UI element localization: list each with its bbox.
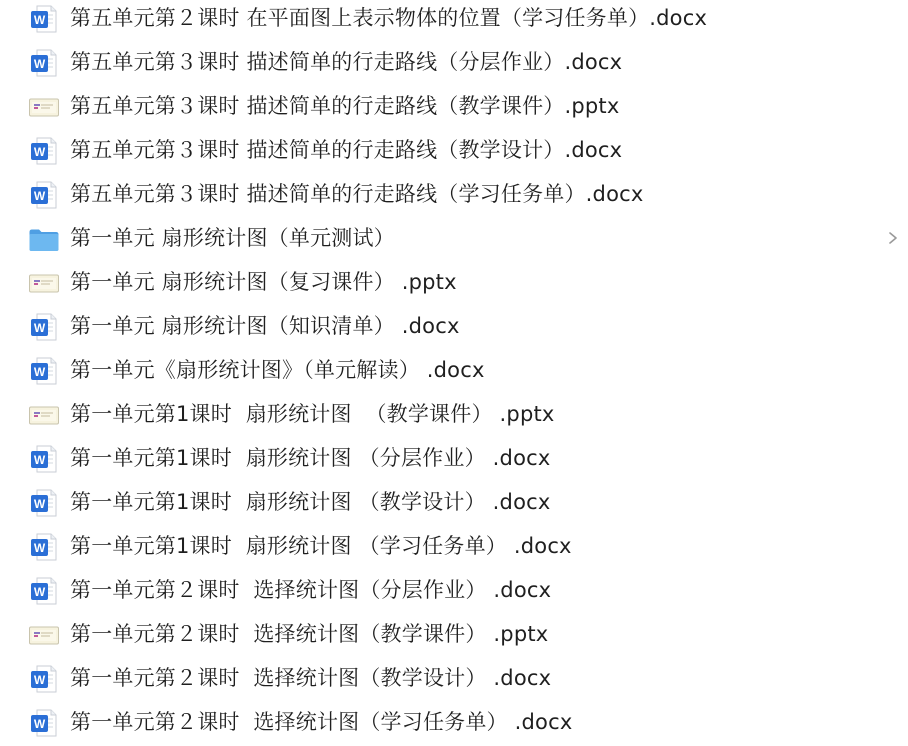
docx-icon [28, 311, 60, 343]
file-row[interactable] [0, 304, 908, 348]
file-name: 第一单元 扇形统计图（复习课件） .pptx [70, 270, 457, 294]
word-doc-icon [28, 3, 60, 35]
file-row[interactable] [0, 700, 908, 744]
file-name: 第五单元第２课时 在平面图上表示物体的位置（学习任务单）.docx [70, 6, 708, 30]
file-row[interactable] [0, 40, 908, 84]
word-doc-icon [28, 575, 60, 607]
docx-icon [28, 355, 60, 387]
docx-icon [28, 443, 60, 475]
word-doc-icon [28, 443, 60, 475]
chevron-right-icon[interactable] [886, 228, 900, 248]
file-row[interactable] [0, 612, 908, 656]
word-doc-icon [28, 311, 60, 343]
docx-icon [28, 487, 60, 519]
word-doc-icon [28, 663, 60, 695]
file-name: 第五单元第３课时 描述简单的行走路线（教学设计）.docx [70, 138, 623, 162]
docx-icon [28, 575, 60, 607]
file-row[interactable] [0, 568, 908, 612]
word-doc-icon [28, 47, 60, 79]
word-doc-icon [28, 179, 60, 211]
presentation-icon [28, 399, 60, 431]
svg-text:W: W [33, 189, 46, 203]
svg-text:W: W [33, 365, 46, 379]
file-name: 第一单元第1课时 扇形统计图 （教学课件） .pptx [70, 402, 555, 426]
file-row[interactable] [0, 392, 908, 436]
file-name: 第一单元 扇形统计图（知识清单） .docx [70, 314, 460, 338]
file-row[interactable] [0, 480, 908, 524]
file-name: 第一单元第２课时 选择统计图（学习任务单） .docx [70, 710, 573, 734]
file-row[interactable] [0, 656, 908, 700]
docx-icon [28, 531, 60, 563]
word-doc-icon [28, 487, 60, 519]
file-name: 第一单元第２课时 选择统计图（教学课件） .pptx [70, 622, 549, 646]
presentation-icon [28, 91, 60, 123]
presentation-icon [28, 619, 60, 651]
docx-icon [28, 135, 60, 167]
word-doc-icon [28, 531, 60, 563]
presentation-icon [28, 267, 60, 299]
file-name: 第一单元 扇形统计图（单元测试） [70, 226, 395, 250]
svg-text:W: W [33, 145, 46, 159]
svg-text:W: W [33, 717, 46, 731]
file-row[interactable] [0, 348, 908, 392]
pptx-icon [28, 619, 60, 651]
folder-icon [28, 223, 60, 255]
svg-text:W: W [33, 673, 46, 687]
folder-icon [28, 223, 60, 255]
pptx-icon [28, 91, 60, 123]
docx-icon [28, 179, 60, 211]
file-row[interactable] [0, 128, 908, 172]
file-row[interactable] [0, 436, 908, 480]
svg-text:W: W [33, 453, 46, 467]
pptx-icon [28, 267, 60, 299]
docx-icon [28, 3, 60, 35]
svg-text:W: W [33, 57, 46, 71]
file-row[interactable] [0, 260, 908, 304]
docx-icon [28, 663, 60, 695]
file-name: 第五单元第３课时 描述简单的行走路线（教学课件）.pptx [70, 94, 620, 118]
word-doc-icon [28, 135, 60, 167]
docx-icon [28, 47, 60, 79]
svg-text:W: W [33, 585, 46, 599]
docx-icon [28, 707, 60, 739]
file-name: 第五单元第３课时 描述简单的行走路线（学习任务单）.docx [70, 182, 644, 206]
file-name: 第一单元第２课时 选择统计图（分层作业） .docx [70, 578, 552, 602]
svg-text:W: W [33, 541, 46, 555]
file-name: 第五单元第３课时 描述简单的行走路线（分层作业）.docx [70, 50, 623, 74]
file-name: 第一单元第1课时 扇形统计图 （分层作业） .docx [70, 446, 551, 470]
svg-text:W: W [33, 321, 46, 335]
file-name: 第一单元《扇形统计图》（单元解读） .docx [70, 358, 485, 382]
folder-row[interactable] [0, 216, 908, 260]
svg-text:W: W [33, 13, 46, 27]
file-row[interactable] [0, 172, 908, 216]
svg-text:W: W [33, 497, 46, 511]
word-doc-icon [28, 355, 60, 387]
file-row[interactable] [0, 524, 908, 568]
file-row[interactable] [0, 0, 908, 40]
pptx-icon [28, 399, 60, 431]
file-name: 第一单元第1课时 扇形统计图 （学习任务单） .docx [70, 534, 572, 558]
word-doc-icon [28, 707, 60, 739]
file-name: 第一单元第２课时 选择统计图（教学设计） .docx [70, 666, 552, 690]
file-name: 第一单元第1课时 扇形统计图 （教学设计） .docx [70, 490, 551, 514]
file-row[interactable] [0, 84, 908, 128]
